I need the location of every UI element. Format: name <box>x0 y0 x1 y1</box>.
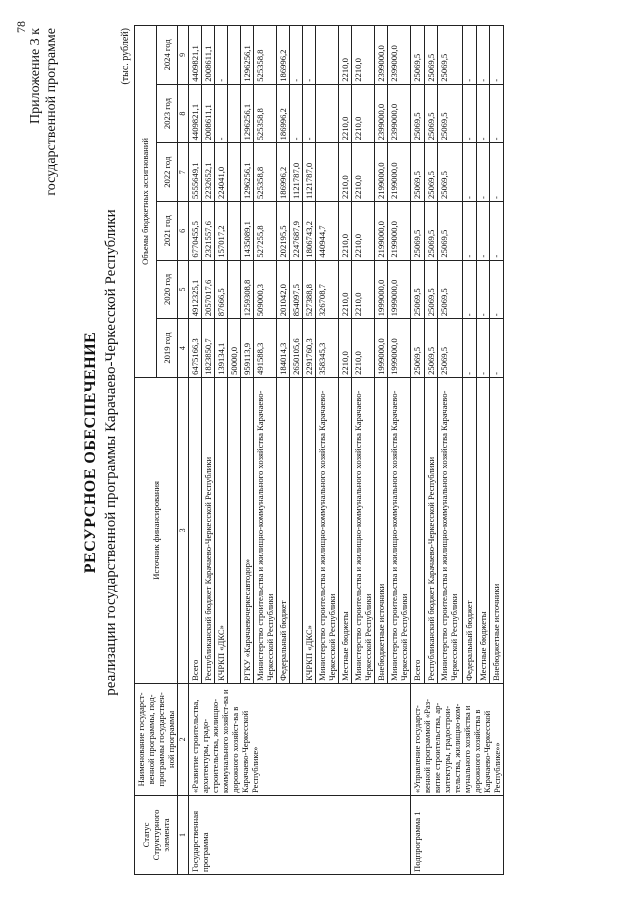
amount-cell: 2199000,0 <box>388 143 411 202</box>
column-number: 8 <box>178 84 189 143</box>
amount-cell: 1999000,0 <box>388 319 411 378</box>
amount-cell: - <box>462 143 476 202</box>
amount-cell: 525358,8 <box>254 143 277 202</box>
amount-cell: 2210,0 <box>352 260 375 319</box>
funding-source: Местные бюджеты <box>339 377 352 683</box>
amount-cell: 184014,3 <box>277 319 290 378</box>
page-number: 78 <box>14 21 28 33</box>
amount-cell: 2247687,9 <box>290 202 303 261</box>
amount-cell: 1823850,7 <box>202 319 215 378</box>
amount-cell: 1296256,1 <box>241 143 254 202</box>
amount-cell: - <box>215 84 228 143</box>
table-body <box>189 26 504 875</box>
appendix-line-2: государственной программе <box>44 28 59 196</box>
amount-cell: 2199000,0 <box>375 143 388 202</box>
amount-cell: 1296256,1 <box>241 84 254 143</box>
amount-cell: 1806743,2 <box>303 202 316 261</box>
amount-cell: 2321557,6 <box>202 202 215 261</box>
amount-cell: - <box>476 26 490 85</box>
amount-cell: 25069,5 <box>411 319 425 378</box>
column-number: 1 <box>178 795 189 874</box>
funding-source: Министерство строительства и жилищно-коммунального хозяйства Карачаево-Черкесской Республики <box>352 377 375 683</box>
amount-cell: - <box>476 84 490 143</box>
amount-cell: 4912325,1 <box>189 260 202 319</box>
funding-source: Республиканский бюджет Карачаево-Черкесской Республики <box>202 377 215 683</box>
header-source: Источник финансирования <box>135 377 178 683</box>
amount-cell: 25069,5 <box>424 84 438 143</box>
amount-cell: 25069,5 <box>424 26 438 85</box>
amount-cell: 2210,0 <box>352 319 375 378</box>
amount-cell: - <box>290 26 303 85</box>
amount-cell: 1296256,1 <box>241 26 254 85</box>
subprogram-status: Подпрограмма 1 <box>411 795 504 874</box>
amount-cell: 50000,0 <box>228 319 241 378</box>
amount-cell: 2199000,0 <box>375 202 388 261</box>
amount-cell: 1121787,0 <box>290 143 303 202</box>
amount-cell: 525358,8 <box>254 26 277 85</box>
amount-cell: - <box>462 26 476 85</box>
column-number: 2 <box>178 683 189 795</box>
table-row <box>411 26 425 875</box>
amount-cell: 186996,2 <box>277 84 290 143</box>
funding-source <box>228 377 241 683</box>
amount-cell: 139134,1 <box>215 319 228 378</box>
amount-cell: 25069,5 <box>438 26 462 85</box>
amount-cell: 2210,0 <box>339 260 352 319</box>
amount-cell: 25069,5 <box>438 143 462 202</box>
funding-source: Местные бюджеты <box>476 377 490 683</box>
funding-source: КЧРКП «ДКС» <box>215 377 228 683</box>
column-number: 4 <box>178 319 189 378</box>
amount-cell: 2232652,1 <box>202 143 215 202</box>
amount-cell: - <box>490 26 504 85</box>
amount-cell: 527255,8 <box>254 202 277 261</box>
amount-cell: 5555649,1 <box>189 143 202 202</box>
header-status: Статус Структурного элемента <box>135 795 178 874</box>
amount-cell: - <box>490 143 504 202</box>
amount-cell: - <box>476 260 490 319</box>
funding-source <box>290 377 303 683</box>
funding-source: Министерство строительства и жилищно-коммунального хозяйства Карачаево-Черкесской Республики <box>438 377 462 683</box>
amount-cell: - <box>462 84 476 143</box>
appendix-note <box>28 28 60 196</box>
amount-cell: 25069,5 <box>424 143 438 202</box>
funding-source: Всего <box>411 377 425 683</box>
amount-cell: 25069,5 <box>411 202 425 261</box>
amount-cell: 358345,3 <box>316 319 339 378</box>
amount-cell: 25069,5 <box>438 84 462 143</box>
program-name: «Развитие строительства, архитектуры, градо-строительства, жилищно-коммунального хозяйст-ва и дорожного хозяйст-ва в Карачаево-Черкесской Республике» <box>189 683 411 795</box>
amount-cell <box>228 260 241 319</box>
amount-cell: 25069,5 <box>438 260 462 319</box>
amount-cell: 2650105,6 <box>290 319 303 378</box>
amount-cell: 6770455,5 <box>189 202 202 261</box>
amount-cell: 2210,0 <box>339 143 352 202</box>
amount-cell: 1121787,0 <box>303 143 316 202</box>
amount-cell: 4409821,1 <box>189 26 202 85</box>
header-row-numbers <box>178 26 189 875</box>
amount-cell: 491588,3 <box>254 319 277 378</box>
document-title: РЕСУРСНОЕ ОБЕСПЕЧЕНИЕ <box>82 331 99 574</box>
amount-cell <box>228 202 241 261</box>
amount-cell: 2057017,6 <box>202 260 215 319</box>
column-number: 7 <box>178 143 189 202</box>
header-year: 2024 год <box>156 26 178 85</box>
amount-cell: 959113,9 <box>241 319 254 378</box>
amount-cell: 25069,5 <box>411 143 425 202</box>
amount-cell: 25069,5 <box>411 26 425 85</box>
amount-cell: 1435089,1 <box>241 202 254 261</box>
amount-cell: 186996,2 <box>277 143 290 202</box>
program-status: Государственная программа <box>189 795 411 874</box>
amount-cell <box>316 84 339 143</box>
header-year: 2020 год <box>156 260 178 319</box>
amount-cell: - <box>462 319 476 378</box>
column-number: 6 <box>178 202 189 261</box>
amount-cell: 527388,8 <box>303 260 316 319</box>
amount-cell: 186996,2 <box>277 26 290 85</box>
units-note: (тыс. рублей) <box>120 28 131 85</box>
header-year: 2023 год <box>156 84 178 143</box>
amount-cell: 1999000,0 <box>375 260 388 319</box>
funding-source: РГКУ «Карачаевочеркесавтодор» <box>241 377 254 683</box>
amount-cell: - <box>290 84 303 143</box>
amount-cell: - <box>303 84 316 143</box>
amount-cell <box>228 143 241 202</box>
column-number: 9 <box>178 26 189 85</box>
amount-cell: 2210,0 <box>352 143 375 202</box>
amount-cell: 25069,5 <box>424 319 438 378</box>
amount-cell: - <box>476 143 490 202</box>
amount-cell: 1999000,0 <box>375 319 388 378</box>
amount-cell: - <box>490 202 504 261</box>
amount-cell: 4409821,1 <box>189 84 202 143</box>
amount-cell: 2008611,1 <box>202 26 215 85</box>
amount-cell: 2399000,0 <box>388 26 411 85</box>
amount-cell: - <box>303 26 316 85</box>
header-year: 2021 год <box>156 202 178 261</box>
amount-cell: - <box>462 260 476 319</box>
amount-cell: 2210,0 <box>339 319 352 378</box>
amount-cell: 202195,5 <box>277 202 290 261</box>
document-subtitle: реализации государственной программы Карачаево-Черкесской Республики <box>103 209 119 696</box>
amount-cell: 509000,3 <box>254 260 277 319</box>
amount-cell <box>228 84 241 143</box>
table-row <box>189 26 202 875</box>
amount-cell: 201042,0 <box>277 260 290 319</box>
header-year: 2019 год <box>156 319 178 378</box>
funding-source: Внебюджетные источники <box>490 377 504 683</box>
column-number: 5 <box>178 260 189 319</box>
amount-cell: 2210,0 <box>339 202 352 261</box>
amount-cell: 2399000,0 <box>375 84 388 143</box>
amount-cell: - <box>476 319 490 378</box>
header-row-1 <box>135 26 157 875</box>
amount-cell: 2399000,0 <box>388 84 411 143</box>
amount-cell: - <box>490 260 504 319</box>
amount-cell: 2210,0 <box>339 84 352 143</box>
header-volumes: Объемы бюджетных ассигнований <box>135 26 157 378</box>
header-year: 2022 год <box>156 143 178 202</box>
amount-cell: 2291760,3 <box>303 319 316 378</box>
appendix-line-1: Приложение 3 к <box>28 28 43 124</box>
amount-cell: 25069,5 <box>424 202 438 261</box>
amount-cell: 2210,0 <box>352 26 375 85</box>
amount-cell: 1259308,8 <box>241 260 254 319</box>
header-name: Наименование государст-венной программы, под-программы государствен-ной программы <box>135 683 178 795</box>
amount-cell: 25069,5 <box>438 202 462 261</box>
funding-source: КЧРКП «ДКС» <box>303 377 316 683</box>
funding-source: Всего <box>189 377 202 683</box>
amount-cell <box>316 26 339 85</box>
funding-source: Министерство строительства и жилищно-коммунального хозяйства Карачаево-Черкесской Республики <box>254 377 277 683</box>
amount-cell: 25069,5 <box>438 319 462 378</box>
amount-cell: 326708,7 <box>316 260 339 319</box>
amount-cell: - <box>462 202 476 261</box>
subprogram-name: «Управление государст-венной программой «Раз-витие строительства, ар-хитектуры, градострои-тельства, жилищно-ком-мунального хозяйства и дорожного хозяйства в Карачаево-Черкесской Республике»» <box>411 683 504 795</box>
amount-cell: 224041,0 <box>215 143 228 202</box>
amount-cell: - <box>476 202 490 261</box>
resource-table <box>134 25 504 875</box>
amount-cell: 2210,0 <box>352 202 375 261</box>
amount-cell: 2399000,0 <box>375 26 388 85</box>
funding-source: Федеральный бюджет <box>462 377 476 683</box>
amount-cell: 440944,7 <box>316 202 339 261</box>
funding-source: Министерство строительства и жилищно-коммунального хозяйства Карачаево-Черкесской Республики <box>316 377 339 683</box>
funding-source: Внебюджетные источники <box>375 377 388 683</box>
amount-cell: 25069,5 <box>411 260 425 319</box>
amount-cell <box>316 143 339 202</box>
amount-cell: 25069,5 <box>424 260 438 319</box>
amount-cell: 2210,0 <box>339 26 352 85</box>
column-number: 3 <box>178 377 189 683</box>
amount-cell: 2210,0 <box>352 84 375 143</box>
amount-cell: 2008611,1 <box>202 84 215 143</box>
amount-cell: 2199000,0 <box>388 202 411 261</box>
funding-source: Министерство строительства и жилищно-коммунального хозяйства Карачаево-Черкесской Республики <box>388 377 411 683</box>
amount-cell: 157017,2 <box>215 202 228 261</box>
funding-source: Республиканский бюджет Карачаево-Черкесской Республики <box>424 377 438 683</box>
amount-cell: - <box>490 319 504 378</box>
amount-cell: - <box>490 84 504 143</box>
amount-cell: 1999000,0 <box>388 260 411 319</box>
funding-source: Федеральный бюджет <box>277 377 290 683</box>
amount-cell: 854097,5 <box>290 260 303 319</box>
amount-cell: 87666,5 <box>215 260 228 319</box>
amount-cell: 25069,5 <box>411 84 425 143</box>
amount-cell: 6475166,3 <box>189 319 202 378</box>
amount-cell: 525358,8 <box>254 84 277 143</box>
amount-cell <box>228 26 241 85</box>
amount-cell: - <box>215 26 228 85</box>
